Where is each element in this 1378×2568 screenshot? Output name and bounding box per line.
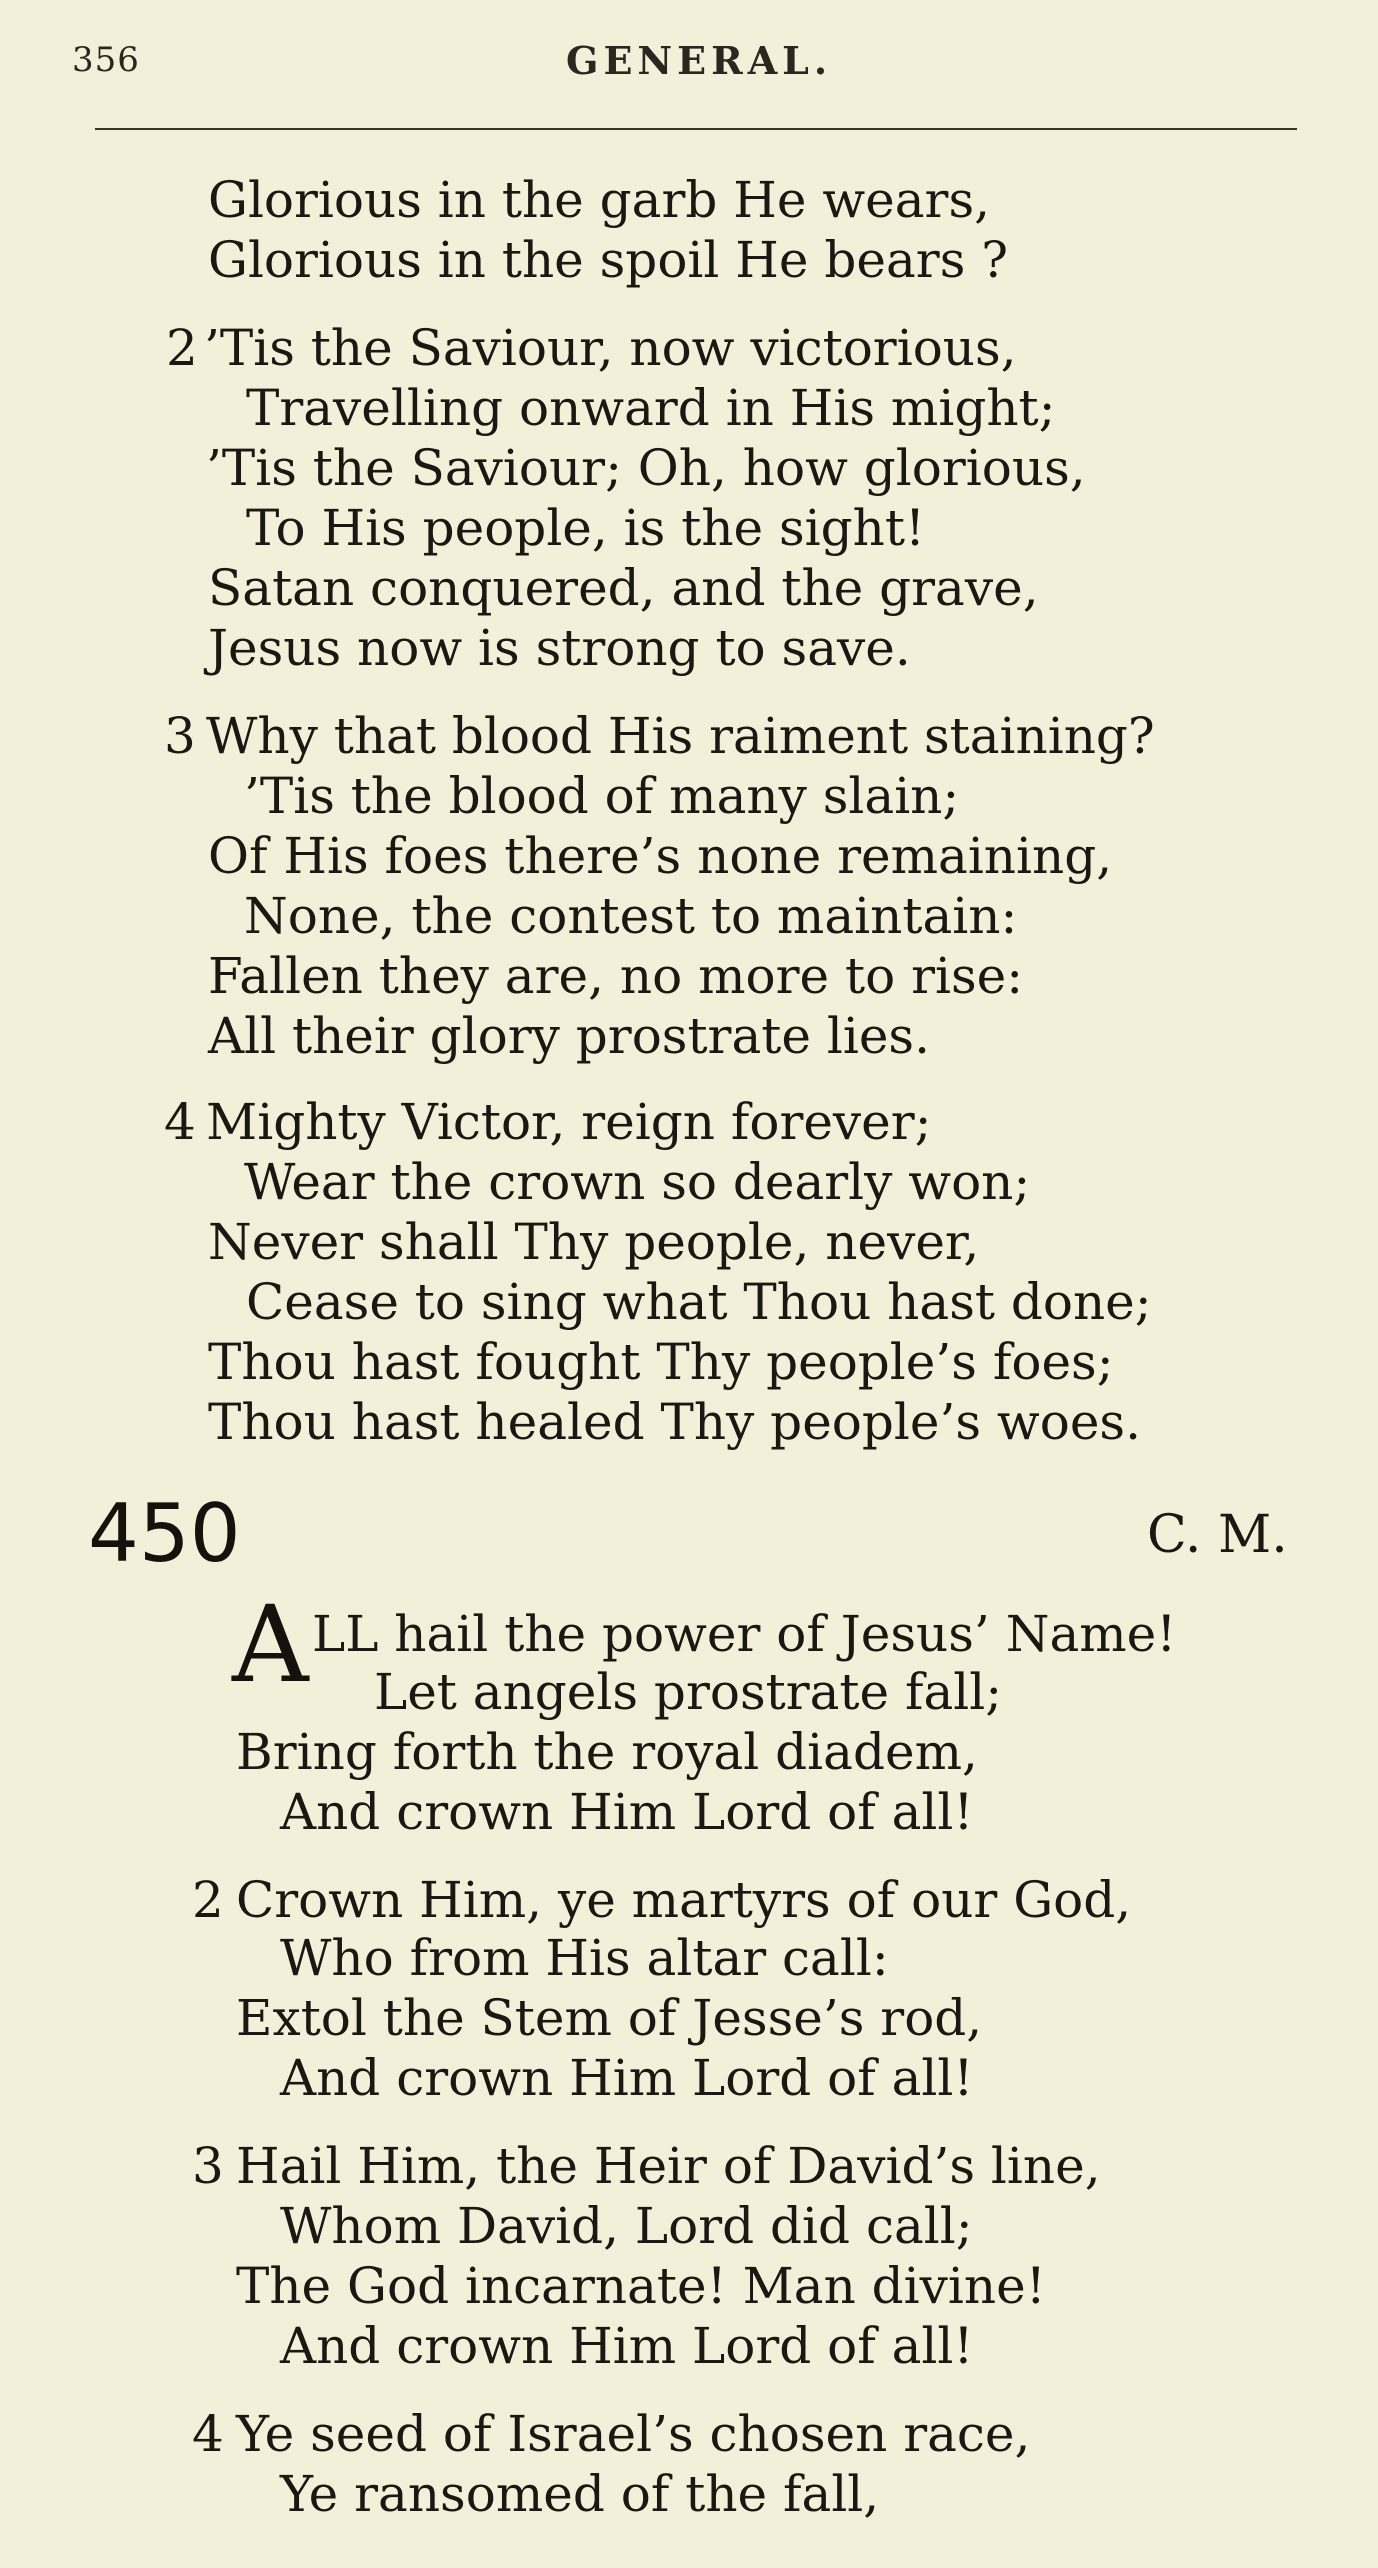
verse-line: Who from His altar call:	[280, 1929, 889, 1987]
hymn-number: 450	[88, 1487, 241, 1580]
verse-line: And crown Him Lord of all!	[280, 2049, 974, 2107]
verse-line: Ye seed of Israel’s chosen race,	[236, 2405, 1031, 2463]
verse-line: Never shall Thy people, never,	[208, 1213, 980, 1271]
verse-line: Travelling onward in His might;	[246, 379, 1056, 437]
verse-line: And crown Him Lord of all!	[280, 1783, 974, 1841]
verse-line: Let angels prostrate fall;	[374, 1663, 1003, 1721]
verse-line: Glorious in the garb He wears,	[208, 171, 991, 229]
verse-line: Whom David, Lord did call;	[280, 2197, 973, 2255]
stanza-number: 2	[192, 1871, 224, 1929]
verse-line: Mighty Victor, reign forever;	[206, 1093, 932, 1151]
verse-line: Fallen they are, no more to rise:	[208, 947, 1024, 1005]
verse-line: None, the contest to maintain:	[244, 887, 1018, 945]
verse-line: Bring forth the royal diadem,	[236, 1723, 978, 1781]
verse-line: To His people, is the sight!	[246, 499, 926, 557]
page-number: 356	[72, 40, 140, 80]
verse-line: Cease to sing what Thou hast done;	[246, 1273, 1152, 1331]
verse-line: Glorious in the spoil He bears ?	[208, 231, 1009, 289]
drop-cap: A	[232, 1583, 309, 1706]
verse-line: Why that blood His raiment staining?	[206, 707, 1155, 765]
verse-line: Jesus now is strong to save.	[208, 619, 911, 677]
verse-line: LL hail the power of Jesus’ Name!	[312, 1605, 1177, 1663]
verse-line: And crown Him Lord of all!	[280, 2317, 974, 2375]
verse-line: Satan conquered, and the grave,	[208, 559, 1039, 617]
verse-line: The God incarnate! Man divine!	[236, 2257, 1046, 2315]
verse-line: ’Tis the Saviour; Oh, how glorious,	[206, 439, 1086, 497]
verse-line: Ye ransomed of the fall,	[280, 2465, 880, 2523]
stanza-number: 4	[164, 1093, 196, 1151]
verse-line: ’Tis the Saviour, now victorious,	[204, 319, 1017, 377]
verse-line: All their glory prostrate lies.	[208, 1007, 930, 1065]
verse-line: Of His foes there’s none remaining,	[208, 827, 1113, 885]
verse-line: Thou hast fought Thy people’s foes;	[208, 1333, 1114, 1391]
stanza-number: 3	[192, 2137, 224, 2195]
verse-line: Crown Him, ye martyrs of our God,	[236, 1871, 1132, 1929]
stanza-number: 4	[192, 2405, 224, 2463]
verse-line: ’Tis the blood of many slain;	[244, 767, 960, 825]
stanza-number: 3	[164, 707, 196, 765]
verse-line: Hail Him, the Heir of David’s line,	[236, 2137, 1101, 2195]
verse-line: Wear the crown so dearly won;	[244, 1153, 1031, 1211]
verse-line: Thou hast healed Thy people’s woes.	[208, 1393, 1141, 1451]
verse-line: Extol the Stem of Jesse’s rod,	[236, 1989, 983, 2047]
running-title: GENERAL.	[566, 38, 833, 83]
hymn-meter: C. M.	[1147, 1505, 1288, 1565]
header-rule	[95, 128, 1297, 130]
stanza-number: 2	[166, 319, 198, 377]
